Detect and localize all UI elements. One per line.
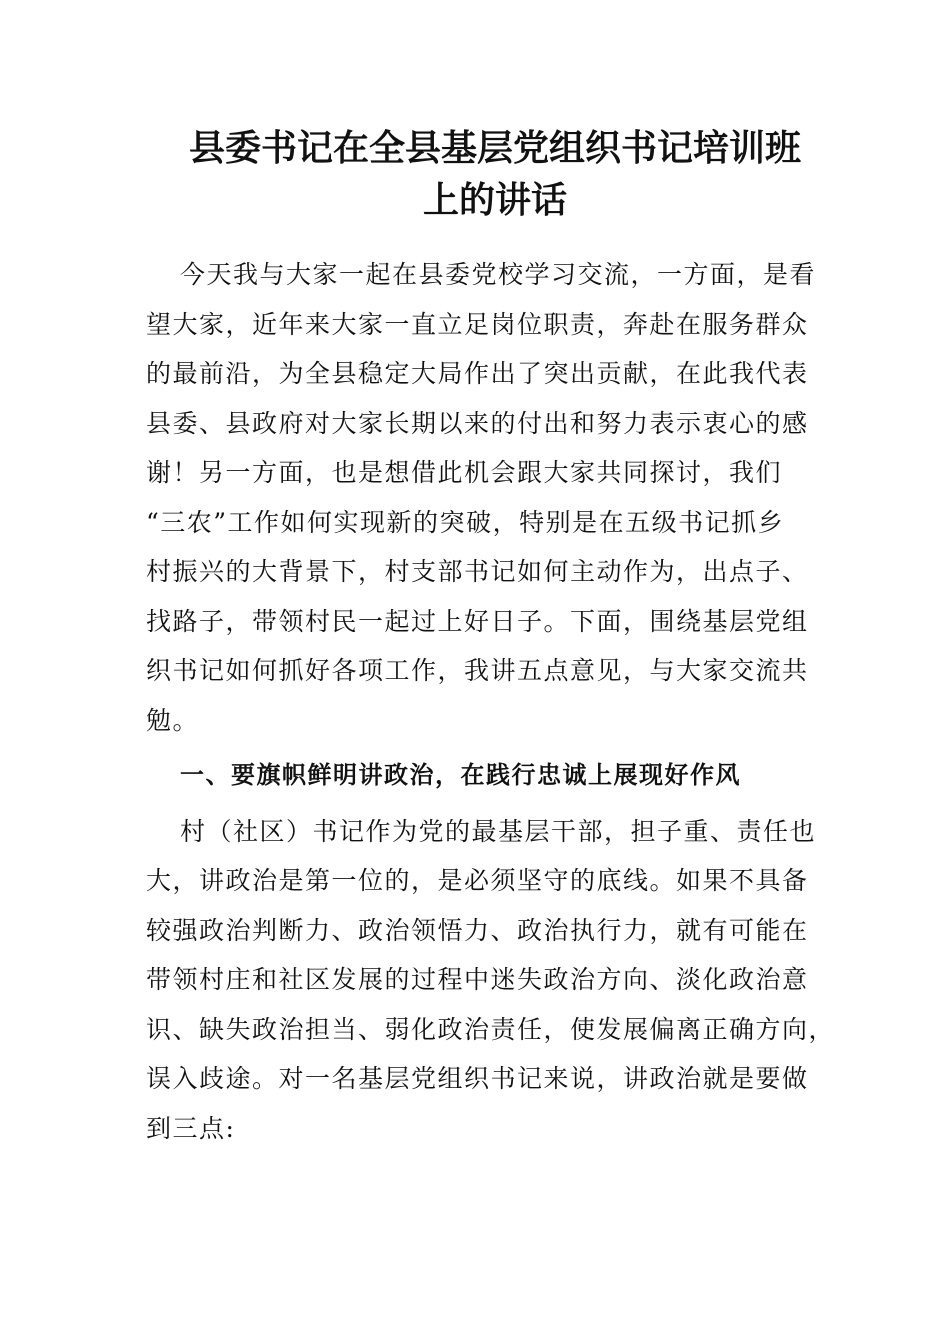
paragraph-line: 识、缺失政治担当、弱化政治责任，使发展偏离正确方向， [146, 1014, 836, 1044]
paragraph-line: 到三点: [146, 1113, 236, 1143]
paragraph-line: 谢！另一方面，也是想借此机会跟大家共同探讨，我们 [146, 458, 783, 487]
document-title [150, 122, 840, 226]
paragraph-line: 大，讲政治是第一位的，是必须坚守的底线。如果不具备 [146, 866, 809, 895]
document-body [146, 250, 836, 1153]
paragraph-line: 找路子，带领村民一起过上好日子。下面，围绕基层党组 [146, 606, 809, 636]
paragraph-line: 县委、县政府对大家长期以来的付出和努力表示衷心的感 [146, 408, 809, 438]
paragraph-line: 带领村庄和社区发展的过程中迷失政治方向、淡化政治意 [146, 965, 809, 994]
paragraph-line: 望大家，近年来大家一直立足岗位职责，奔赴在服务群众 [146, 309, 809, 339]
title-line-1: 县委书记在全县基层党组织书记培训班 [188, 127, 801, 169]
paragraph-line: 勉。 [146, 705, 200, 735]
paragraph-line: 村振兴的大背景下，村支部书记如何主动作为，出点子、 [146, 557, 809, 586]
section1-paragraph [146, 807, 836, 1154]
intro-paragraph [146, 250, 817, 745]
paragraph-line: 较强政治判断力、政治领悟力、政治执行力，就有可能在 [146, 915, 809, 945]
section-heading-1: 一、要旗帜鲜明讲政治，在践行忠诚上展现好作风 [180, 761, 741, 789]
title-line-2: 上的讲话 [422, 179, 567, 221]
paragraph-line: 的最前沿，为全县稳定大局作出了突出贡献，在此我代表 [146, 359, 809, 388]
paragraph-line: 误入歧途。对一名基层党组织书记来说，讲政治就是要做 [146, 1064, 809, 1093]
paragraph-line: 织书记如何抓好各项工作，我讲五点意见，与大家交流共 [146, 656, 809, 685]
paragraph-line: 今天我与大家一起在县委党校学习交流，一方面，是看 [180, 260, 817, 289]
paragraph-line: “三农”工作如何实现新的突破，特别是在五级书记抓乡 [146, 507, 785, 537]
paragraph-line: 村（社区）书记作为党的最基层干部，担子重、责任也 [180, 816, 817, 846]
